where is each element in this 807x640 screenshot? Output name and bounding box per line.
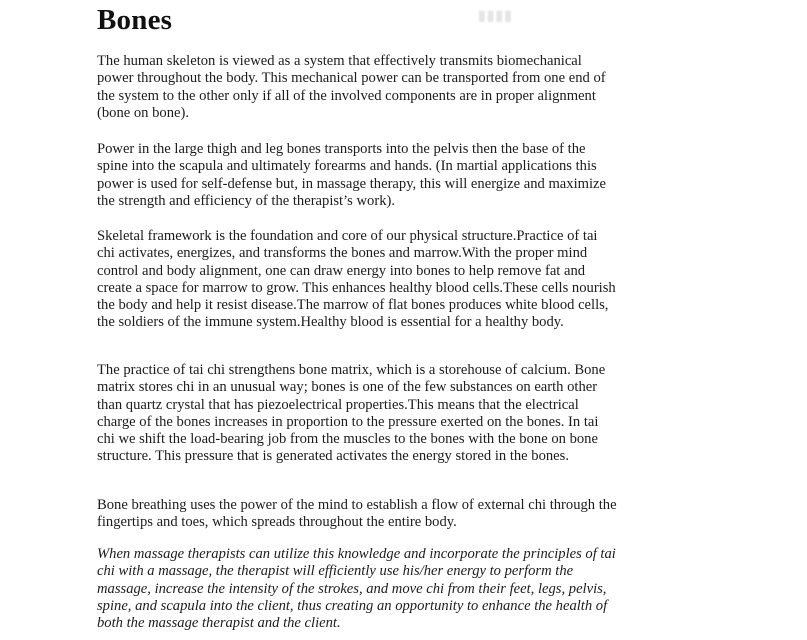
page-title: Bones	[97, 4, 173, 36]
bleed-through-smudge: ▮▮▮▮	[478, 9, 513, 24]
paragraph-massage-conclusion: When massage therapists can utilize this knowledge and incorporate the principles of tai chi with a massage, the therapist will efficiently use his/her energy to perform the massage, increase the intensity of the strokes, and move chi from their feet, legs, pelvis, spine, and scapula into the client, thus creating an opportunity to enhance the health of both the massage therapist and the client.	[97, 546, 616, 632]
paragraph-bone-breathing: Bone breathing uses the power of the mind to establish a flow of external chi through the fingertips and toes, which spreads throughout the entire body.	[97, 497, 617, 531]
paragraph-bone-matrix: The practice of tai chi strengthens bone matrix, which is a storehouse of calcium. Bone matrix stores chi in an unusual way; bones is one of the few substances on earth other than quartz crystal that has piezoelectrical properties.This means that the electrical charge of the bones increases in proportion to the pressure exerted on the bones. In tai chi we shift the load-bearing job from the muscles to the bones with the bone on bone structure. This pressure that is generated activates the energy stored in the bones.	[97, 362, 606, 465]
paragraph-skeleton-system: The human skeleton is viewed as a system that effectively transmits biomechanical power throughout the body. This mechanical power can be transported from one end of the system to the other only if all of the involved components are in proper alignment (bone on bone).	[97, 53, 606, 121]
paragraph-skeletal-framework: Skeletal framework is the foundation and core of our physical structure.Practice of tai chi activates, energizes, and transforms the bones and marrow.With the proper mind control and body alignment, one can draw energy into bones to help remove fat and create a space for marrow to grow. This enhances healthy blood cells.These cells nourish the body and help it resist disease.The marrow of flat bones produces white blood cells, the soldiers of the immune system.Healthy blood is essential for a healthy body.	[97, 228, 616, 331]
paragraph-power-transport: Power in the large thigh and leg bones transports into the pelvis then the base of the spine into the scapula and ultimately forearms and hands. (In martial applications this power is used for self-defense but, in massage therapy, this will energize and maximize the strength and efficiency of the therapist’s work).	[97, 141, 606, 209]
